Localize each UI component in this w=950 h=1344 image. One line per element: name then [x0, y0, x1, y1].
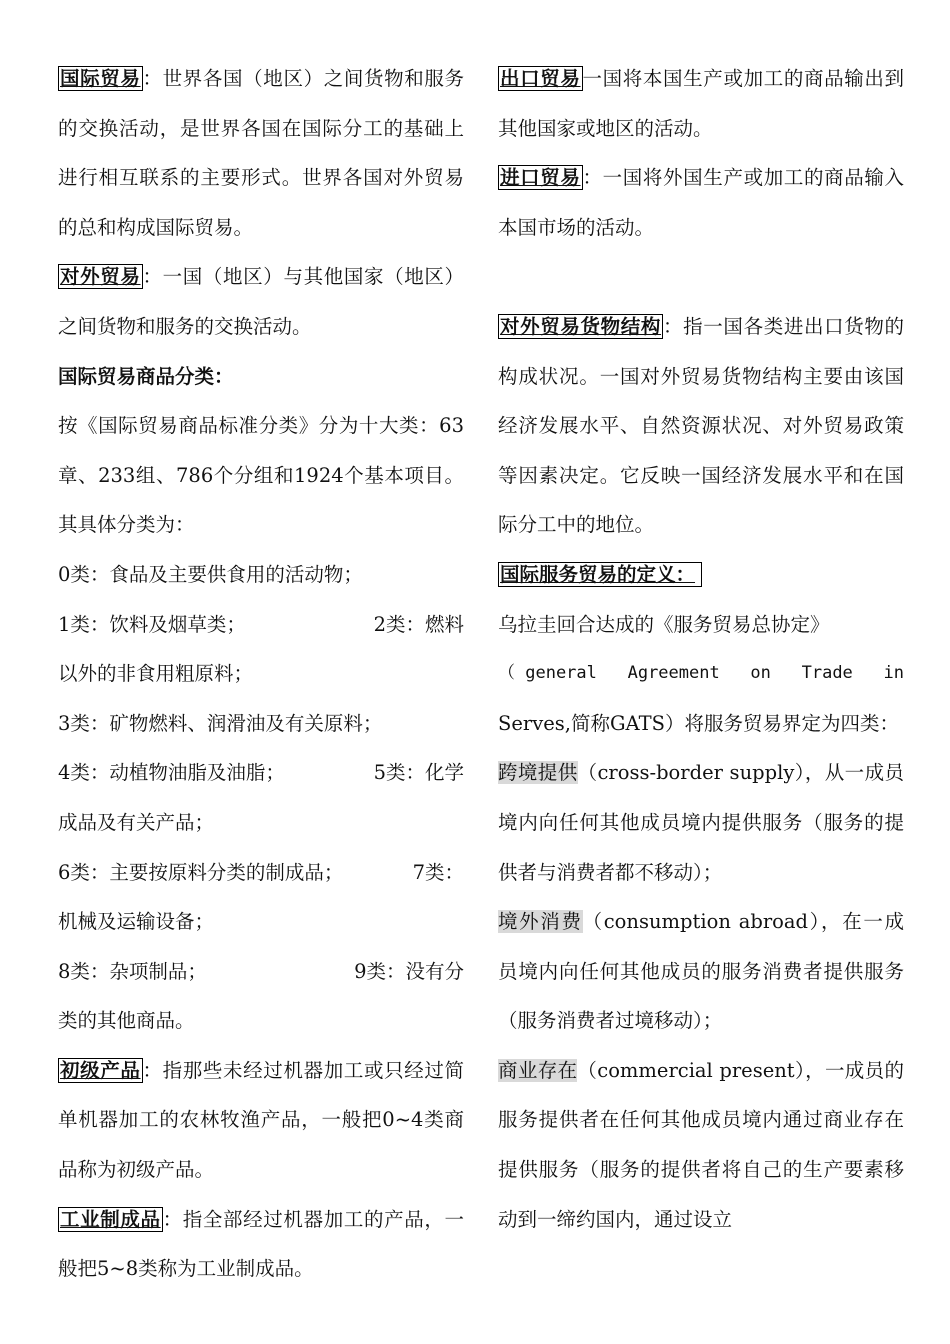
term-international-trade: 国际贸易: [60, 67, 141, 90]
term-export-trade: 出口贸易: [500, 67, 581, 90]
heading-service-trade-definition: [498, 550, 904, 600]
category-2-start: 2类：燃料: [373, 612, 464, 636]
category-8: 8类：杂项制品；: [58, 959, 207, 983]
definition-text: （commercial present），一成员的服务提供者在任何其他成员境内通过商业存在提供服务（服务的提供者将自己的生产要素移动到一缔约国内，通过设立: [498, 1058, 904, 1231]
category-5-start: 5类：化学: [373, 761, 464, 785]
category-row-1-2: [58, 600, 464, 650]
definition-text: 一国将本国生产或加工的商品输出到其他国家或地区的活动。: [498, 67, 904, 140]
definition-text: （cross-border supply），从一成员境内向任何其他成员境内提供服务（服务的提供者与消费者都不移动）；: [498, 761, 904, 884]
paragraph-gats-line3: Serves,简称GATS）将服务贸易界定为四类：: [498, 711, 899, 735]
paragraph-gats-line1: 乌拉圭回合达成的《服务贸易总协定》: [498, 612, 830, 636]
term-import-trade: 进口贸易: [500, 166, 581, 190]
category-2-rest: 以外的非食用粗原料；: [58, 662, 254, 686]
heading-service-trade-label: 国际服务贸易的定义：: [498, 562, 702, 587]
paragraph-cross-border-supply: [498, 748, 904, 897]
category-row-4-5: [58, 748, 464, 798]
category-6: 6类：主要按原料分类的制成品；: [58, 860, 344, 884]
paragraph-import-trade: [498, 153, 904, 252]
term-consumption-abroad: 境外消费: [498, 910, 583, 934]
term-foreign-trade: 对外贸易: [60, 265, 141, 289]
spacer: [498, 252, 904, 302]
paragraph-commercial-presence: [498, 1046, 904, 1244]
paragraph-trade-structure: [498, 302, 904, 550]
category-7-start: 7类：: [412, 860, 464, 884]
paragraph-international-trade: [58, 54, 464, 252]
definition-text: ：一国将外国生产或加工的商品输入本国市场的活动。: [498, 166, 904, 239]
definition-text: ：一国（地区）与其他国家（地区）之间货物和服务的交换活动。: [58, 265, 464, 338]
category-row-6-7: [58, 848, 464, 898]
term-cross-border-supply: 跨境提供: [498, 761, 578, 785]
category-5-rest: 成品及有关产品；: [58, 810, 215, 834]
definition-text: ：世界各国（地区）之间货物和服务的交换活动，是世界各国在国际分工的基础上进行相互联系的主要形式。世界各国对外贸易的总和构成国际贸易。: [58, 67, 464, 239]
right-column: [498, 54, 904, 1244]
paragraph-sitc: 按《国际贸易商品标准分类》分为十大类：63章、233组、786个分组和1924个基本项目。其具体分类为：: [58, 414, 464, 537]
paragraph-manufactured-goods: [58, 1195, 464, 1294]
paragraph-gats-line2: （ general Agreement on Trade in: [498, 663, 904, 684]
category-1: 1类：饮料及烟草类；: [58, 612, 246, 636]
term-trade-structure: 对外贸易货物结构: [500, 314, 662, 338]
paragraph-consumption-abroad: [498, 897, 904, 1046]
category-4: 4类：动植物油脂及油脂；: [58, 761, 285, 785]
definition-text: ：指一国各类进出口货物的构成状况。一国对外贸易货物结构主要由该国经济发展水平、自然资源状况、对外贸易政策等因素决定。它反映一国经济发展水平和在国际分工中的地位。: [498, 314, 904, 537]
category-9-start: 9类：没有分: [354, 959, 464, 983]
left-column: [58, 54, 464, 1294]
category-row-8-9: [58, 947, 464, 997]
category-9-rest: 类的其他商品。: [58, 1009, 195, 1033]
definition-text: （consumption abroad），在一成员境内向任何其他成员的服务消费者提供服务（服务消费者过境移动）；: [498, 910, 904, 1033]
category-0: 0类：食品及主要供食用的活动物；: [58, 562, 363, 586]
term-commercial-presence: 商业存在: [498, 1058, 578, 1082]
definition-text: ：指全部经过机器加工的产品，一般把5~8类称为工业制成品。: [58, 1207, 464, 1281]
term-primary-products: 初级产品: [60, 1058, 141, 1082]
definition-text: ：指那些未经过机器加工或只经过简单机器加工的农林牧渔产品，一般把0~4类商品称为初级产品。: [58, 1058, 464, 1182]
category-3: 3类：矿物燃料、润滑油及有关原料；: [58, 711, 383, 735]
paragraph-primary-products: [58, 1046, 464, 1195]
category-7-rest: 机械及运输设备；: [58, 910, 215, 934]
heading-commodity-classification: 国际贸易商品分类：: [58, 364, 234, 388]
term-manufactured-goods: 工业制成品: [60, 1207, 161, 1231]
paragraph-export-trade: [498, 54, 904, 153]
paragraph-foreign-trade: [58, 252, 464, 351]
